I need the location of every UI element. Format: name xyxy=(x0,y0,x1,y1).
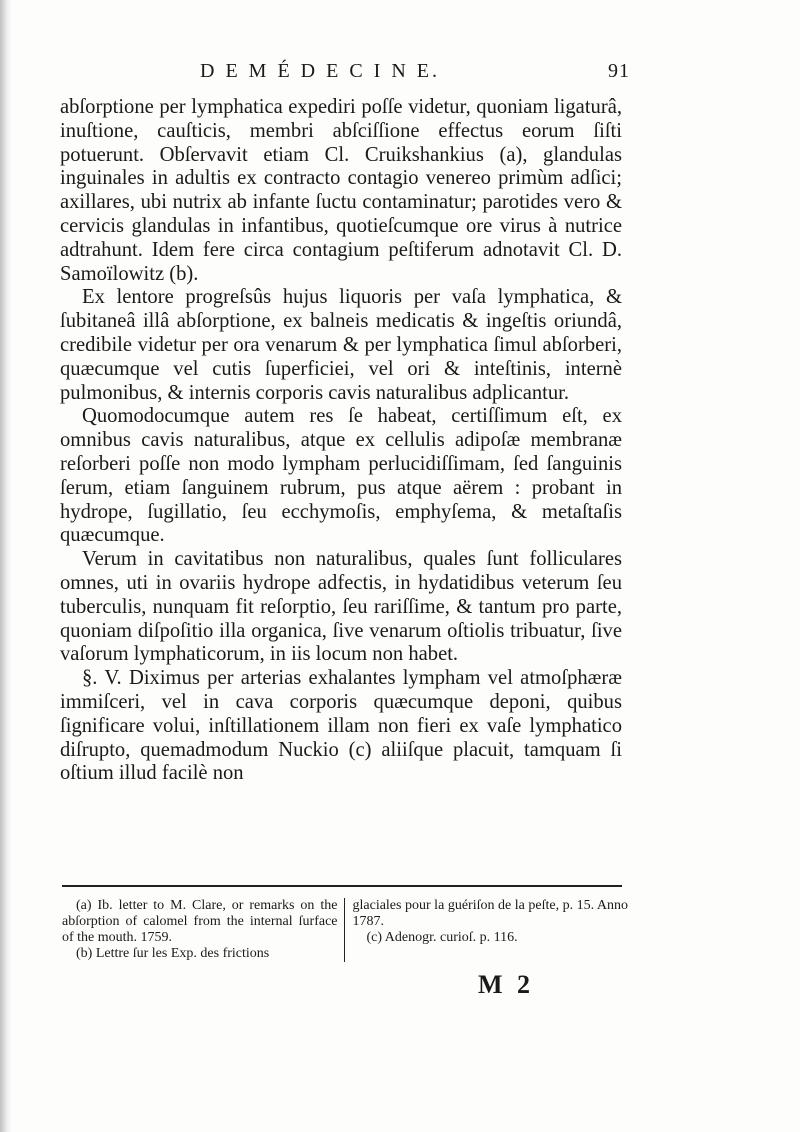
running-header xyxy=(200,60,630,83)
page-edge-shadow xyxy=(0,0,12,1132)
paragraph-2: Ex lentore progreſsûs hujus liquoris per vaſa lymphatica, & ſubitaneâ illâ abſorptione, ex balneis medicatis & ingeſtis oriundâ, credibile videtur per ora venarum & per lymphatica ſimul abſorberi, quæcumque vel cutis ſuperficiei, vel ori & inteſtinis, internè pulmonibus, & internis corporis cavis naturalibus adplicantur. xyxy=(60,286,622,404)
page-number: 91 xyxy=(608,60,630,82)
footnote-b-continued: glaciales pour la guériſon de la peſte, p. 15. Anno 1787. xyxy=(352,898,628,929)
paragraph-1: abſorptione per lymphatica expediri poſſe videtur, quoniam ligaturâ, inuſtione, cauſticis, membri abſciſſione effectus eorum ſiſti potuerunt. Obſervavit etiam Cl. Cruikshankius (a), glandulas inguinales in adultis ex contracto contagio venereo primùm adſici; axillares, ubi nutrix ab infante ſuctu contaminatur; parotides vero & cervicis glandulas in infantibus, quotieſcumque ore virus à nutrice adtrahunt. Idem fere circa contagium peſtiferum adnotavit Cl. D. Samoïlowitz (b). xyxy=(60,96,622,285)
paragraph-4: Verum in cavitatibus non naturalibus, quales ſunt folliculares omnes, uti in ovariis hydrope adfectis, in hydatidibus veterum ſeu tuberculis, nunquam fit reſorptio, ſeu rariſſime, & tantum pro parte, quoniam diſpoſitio illa organica, ſive venarum oſtiolis tribuatur, ſive vaſorum lymphaticorum, in iis locum non habet. xyxy=(60,548,622,666)
footnote-rule xyxy=(62,885,622,887)
footnote-b: (b) Lettre ſur les Exp. des frictions xyxy=(76,946,270,961)
footnote-c: (c) Adenogr. curioſ. p. 116. xyxy=(366,930,518,945)
signature-mark: M 2 xyxy=(478,970,535,999)
footnotes xyxy=(62,898,628,962)
footnote-column-left xyxy=(62,898,345,962)
main-text xyxy=(60,96,622,786)
paragraph-3: Quomodocumque autem res ſe habeat, certiſſimum eſt, ex omnibus cavis naturalibus, atque ex cellulis adipoſæ membranæ reſorberi poſſe non modo lympham perlucidiſſimam, ſed ſanguinis ſerum, etiam ſanguinem rubrum, pus atque aërem : probant in hydrope, ſugillatio, ſeu ecchymoſis, emphyſema, & metaſtaſis quæcumque. xyxy=(60,405,622,547)
footnote-column-right xyxy=(345,898,629,962)
paragraph-5: §. V. Diximus per arterias exhalantes lympham vel atmoſphæræ immiſceri, vel in cava corporis quæcumque deponi, quibus ſignificare volui, inſtillationem illam non fieri ex vaſe lymphatico diſrupto, quemadmodum Nuckio (c) aliiſque placuit, tamquam ſi oſtium illud facilè non xyxy=(60,667,622,785)
running-title: D E M É D E C I N E. xyxy=(200,60,440,82)
footnote-a: (a) Ib. letter to M. Clare, or remarks on the abſorption of calomel from the internal ſurface of the mouth. 1759. xyxy=(62,898,338,945)
